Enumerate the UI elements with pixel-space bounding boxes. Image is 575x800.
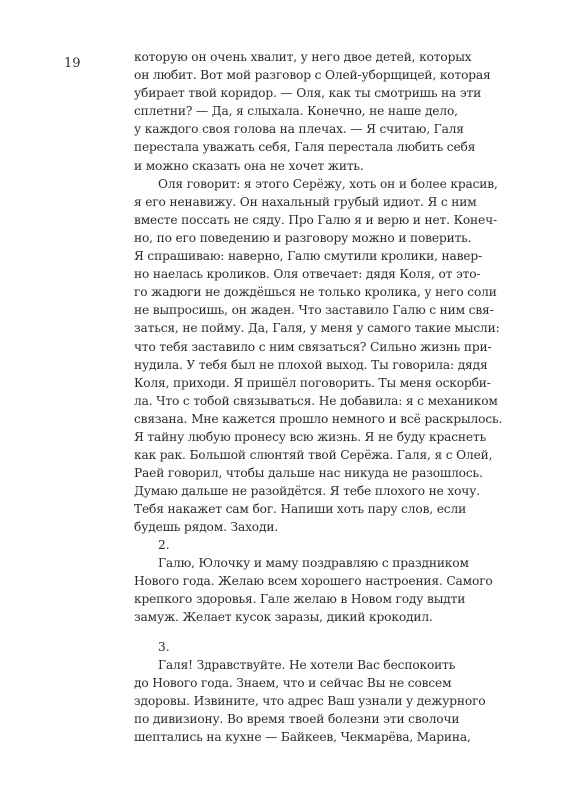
text-line: Я спрашиваю: наверно, Галю смутили кролики, навер- (134, 249, 483, 264)
text-line: он любит. Вот мой разговор с Олей-уборщицей, которая (134, 68, 491, 83)
letter-2-section (134, 536, 524, 626)
text-line: Галя! Здравствуйте. Не хотели Вас беспокоить (158, 658, 456, 673)
text-line: го жадюги не дождёшься не только кролика, у него соли (134, 285, 497, 300)
text-line: Галю, Юлочку и маму поздравляю с праздником (158, 556, 469, 571)
text-line: не выпросишь, он жаден. Что заставило Галю с ним свя- (134, 303, 494, 318)
section-number: 2. (158, 538, 170, 552)
text-line: Тебя накажет сам бог. Напиши хоть пару слов, если (134, 502, 467, 517)
text-line: но наелась кроликов. Оля отвечает: дядя Коля, от это- (134, 267, 481, 282)
text-line: но, по его поведению и разговору можно и поверить. (134, 230, 472, 245)
text-line: Коля, приходи. Я пришёл поговорить. Ты меня оскорби- (134, 375, 491, 390)
text-line: я его ненавижу. Он нахальный грубый идиот. Я с ним (134, 194, 477, 209)
text-line: заться, не пойму. Да, Галя, у меня у самого такие мысли: (134, 321, 500, 336)
text-line: Оля говорит: я этого Серёжу, хоть он и более красив, (158, 176, 498, 191)
text-line: нудила. У тебя был не плохой выход. Ты говорила: дядя (134, 357, 488, 372)
text-line: шептались на кухне — Байкеев, Чекмарёва, Марина, (134, 730, 471, 745)
text-line: замуж. Желает кусок заразы, дикий крокодил. (134, 610, 433, 625)
text-line: Думаю дальше не разойдётся. Я тебе плохого не хочу. (134, 484, 480, 499)
text-line: как рак. Большой слюнтяй твой Серёжа. Галя, я с Олей, (134, 448, 493, 463)
text-line: у каждого своя голова на плечах. — Я считаю, Галя (134, 122, 464, 137)
text-line: ла. Что с тобой связываться. Не добавила: я с механиком (134, 393, 498, 408)
text-line: крепкого здоровья. Гале желаю в Новом году выдти (134, 592, 466, 607)
text-line: до Нового года. Знаем, что и сейчас Вы не совсем (134, 676, 452, 691)
text-line: будешь рядом. Заходи. (134, 520, 279, 535)
text-line: перестала уважать себя, Галя перестала любить себя (134, 140, 476, 155)
section-number: 3. (158, 640, 170, 654)
text-line: убирает твой коридор. — Оля, как ты смотришь на эти (134, 86, 482, 101)
text-line: Нового года. Желаю всем хорошего настроения. Самого (134, 574, 493, 589)
text-line: Я тайну любую пронесу всю жизнь. Я не буду краснеть (134, 429, 487, 444)
letter-3-section (134, 638, 524, 747)
text-line: по дивизиону. Во время твоей болезни эти сволочи (134, 712, 460, 727)
text-line: что тебя заставило с ним связаться? Сильно жизнь при- (134, 339, 492, 354)
letter-1-text (134, 48, 524, 537)
text-line: вместе поссать не сяду. Про Галю я и верю и нет. Конеч- (134, 212, 497, 227)
text-line: здоровы. Извините, что адрес Ваш узнали у дежурного (134, 694, 486, 709)
text-line: связана. Мне кажется прошло немного и всё раскрылось. (134, 411, 503, 426)
text-line: Раей говорил, чтобы дальше нас никуда не разошлось. (134, 466, 483, 481)
text-line: и можно сказать она не хочет жить. (134, 158, 364, 173)
text-line: которую он очень хвалит, у него двое детей, которых (134, 50, 472, 64)
text-line: сплетни? — Да, я слыхала. Конечно, не наше дело, (134, 104, 458, 119)
page-number: 19 (64, 56, 81, 71)
